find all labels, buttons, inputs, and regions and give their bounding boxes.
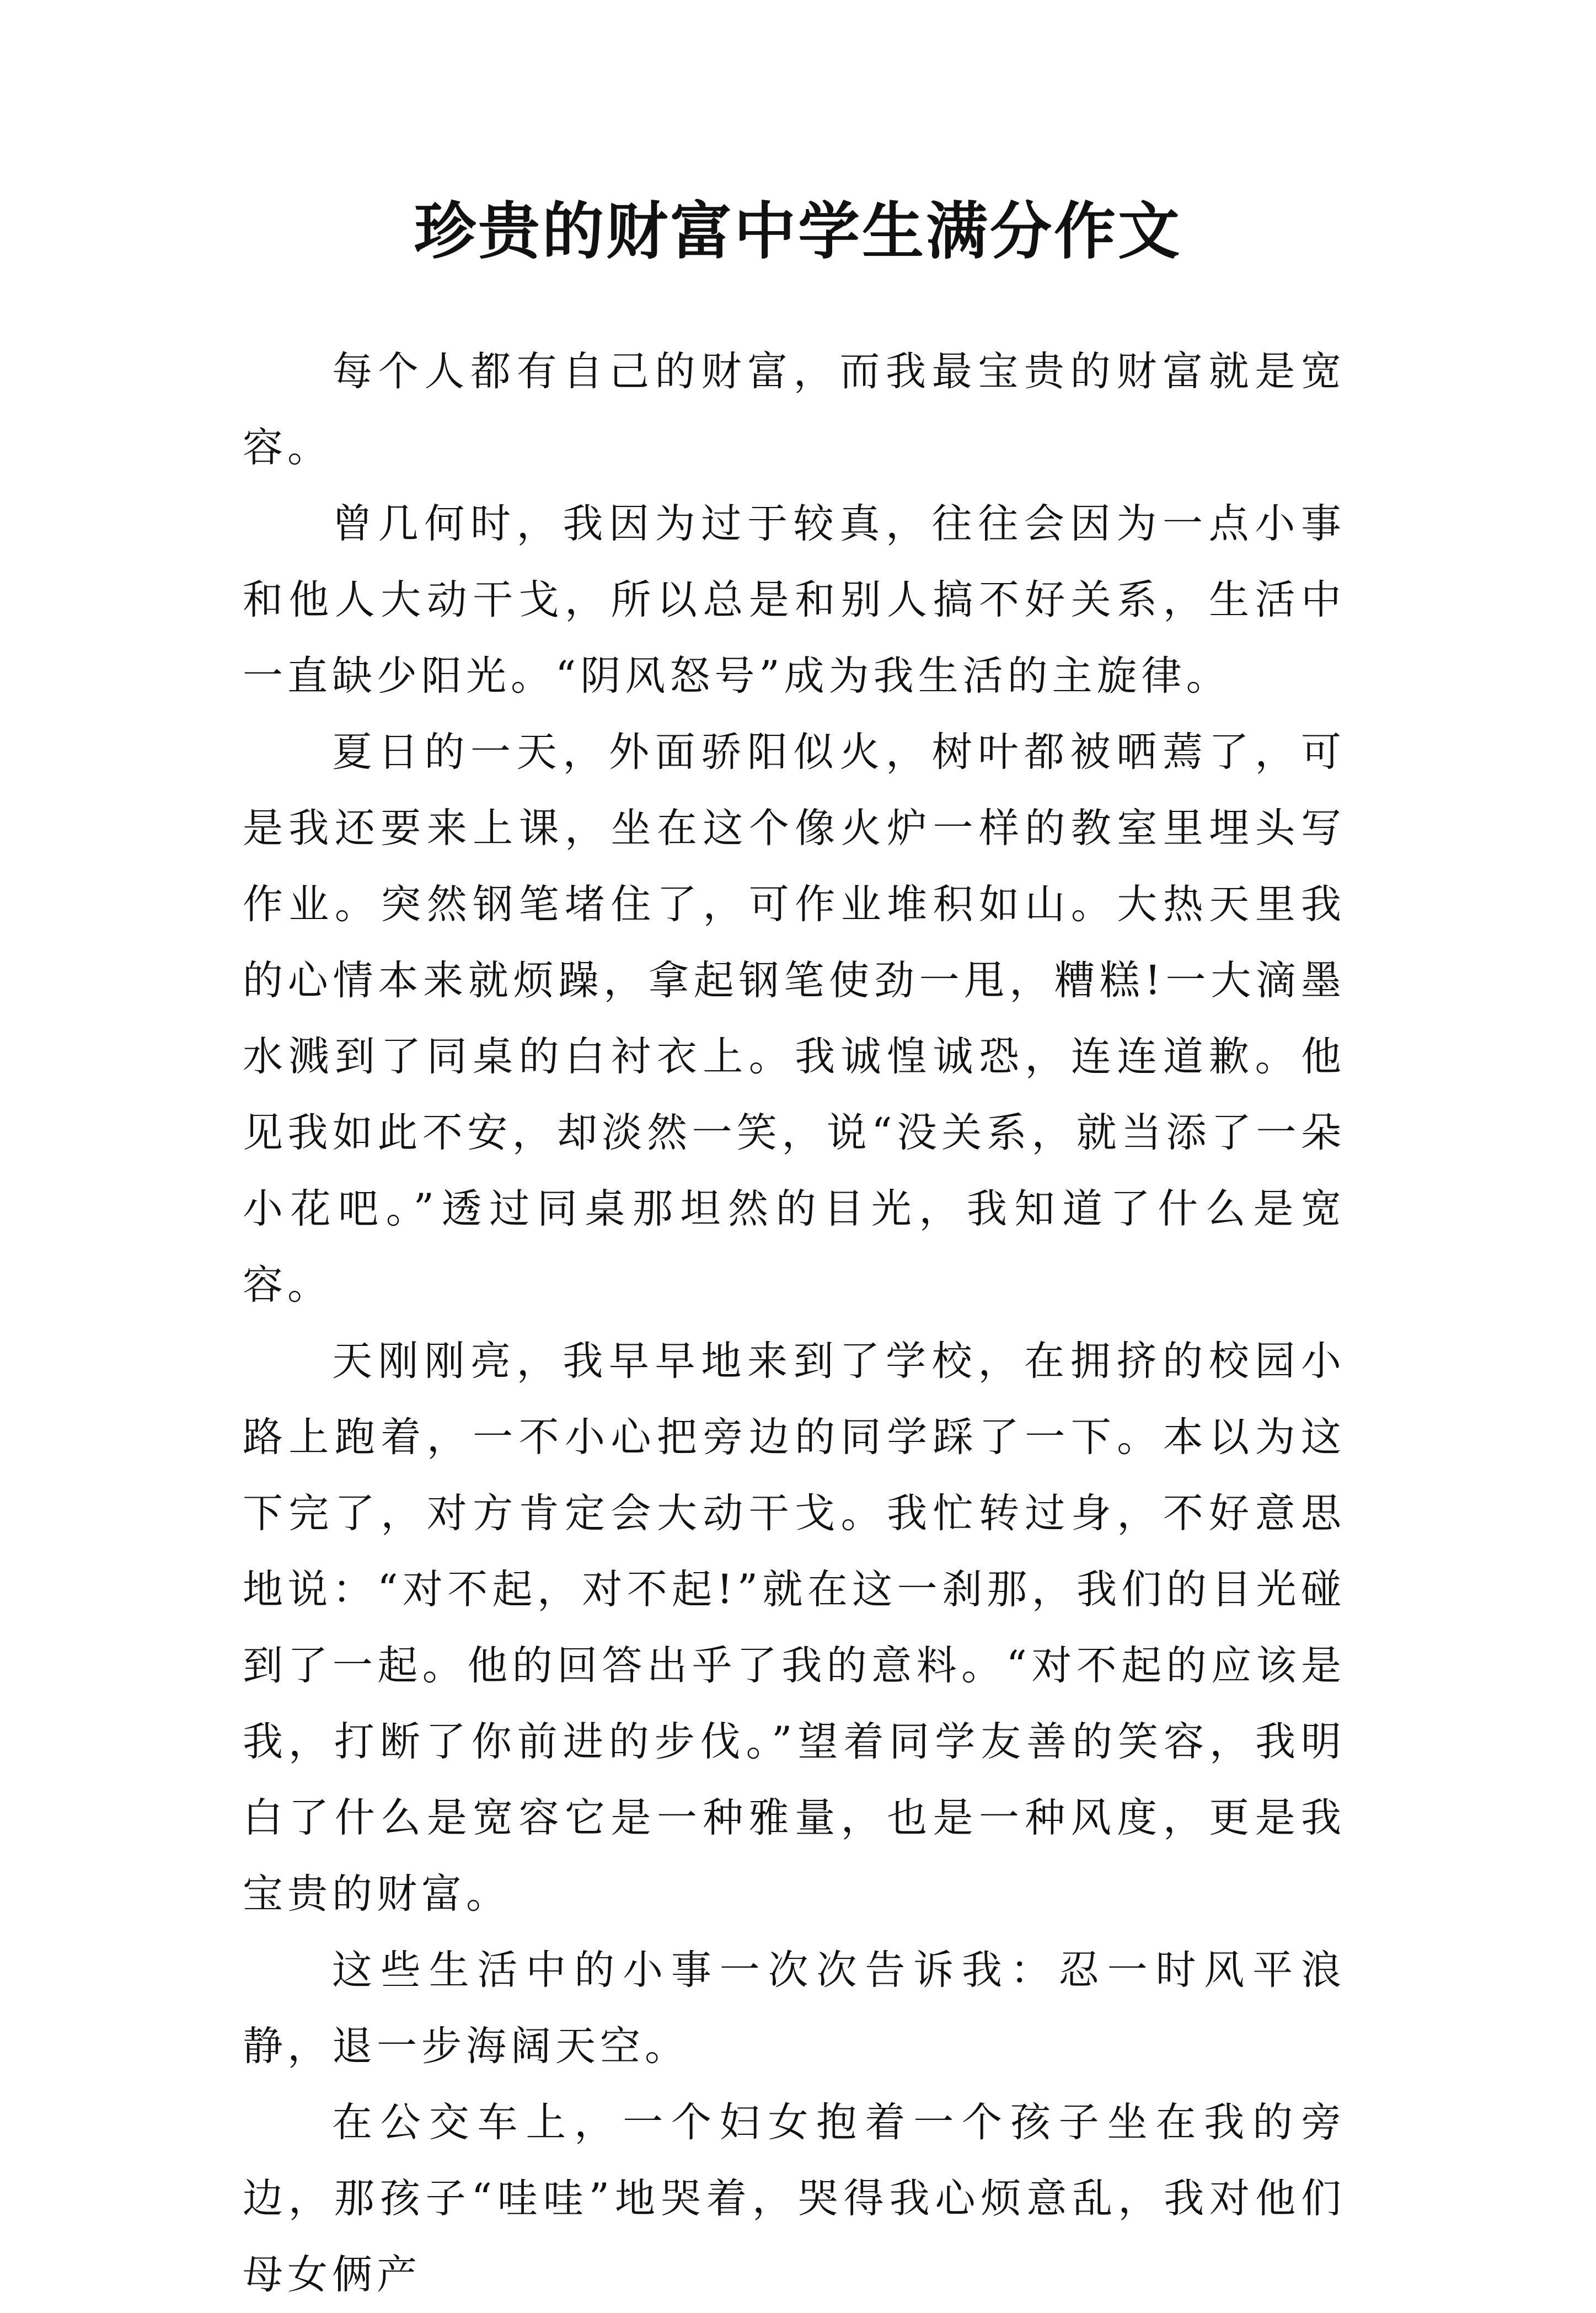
paragraph: 这些生活中的小事一次次告诉我：忍一时风平浪静，退一步海阔天空。 — [243, 1947, 1346, 2070]
paragraph: 在公交车上，一个妇女抱着一个孩子坐在我的旁边，那孩子“哇哇”地哭着，哭得我心烦意乱，我对他们母女俩产 — [243, 2099, 1346, 2298]
paragraph: 天刚刚亮，我早早地来到了学校，在拥挤的校园小路上跑着，一不小心把旁边的同学踩了一下。本以为这下完了，对方肯定会大动干戈。我忙转过身，不好意思地说：“对不起，对不起!”就在这一刹那，我们的目光碰到了一起。他的回答出乎了我的意料。“对不起的应该是我，打断了你前进的步伐。”望着同学友善的笑容，我明白了什么是宽容它是一种雅量，也是一种风度，更是我宝贵的财富。 — [243, 1338, 1346, 1917]
paragraph: 曾几何时，我因为过于较真，往往会因为一点小事和他人大动干戈，所以总是和别人搞不好关系，生活中一直缺少阳光。“阴风怒号”成为我生活的主旋律。 — [243, 500, 1346, 699]
paragraph: 夏日的一天，外面骄阳似火，树叶都被晒蔫了，可是我还要来上课，坐在这个像火炉一样的教室里埋头写作业。突然钢笔堵住了，可作业堆积如山。大热天里我的心情本来就烦躁，拿起钢笔使劲一甩，糟糕!一大滴墨水溅到了同桌的白衬衣上。我诚惶诚恐，连连道歉。他见我如此不安，却淡然一笑，说“没关系，就当添了一朵小花吧。”透过同桌那坦然的目光，我知道了什么是宽容。 — [243, 729, 1346, 1308]
document-title: 珍贵的财富中学生满分作文 — [414, 195, 1182, 268]
document-body — [243, 334, 1346, 2313]
paragraph: 每个人都有自己的财富，而我最宝贵的财富就是宽容。 — [243, 348, 1346, 471]
